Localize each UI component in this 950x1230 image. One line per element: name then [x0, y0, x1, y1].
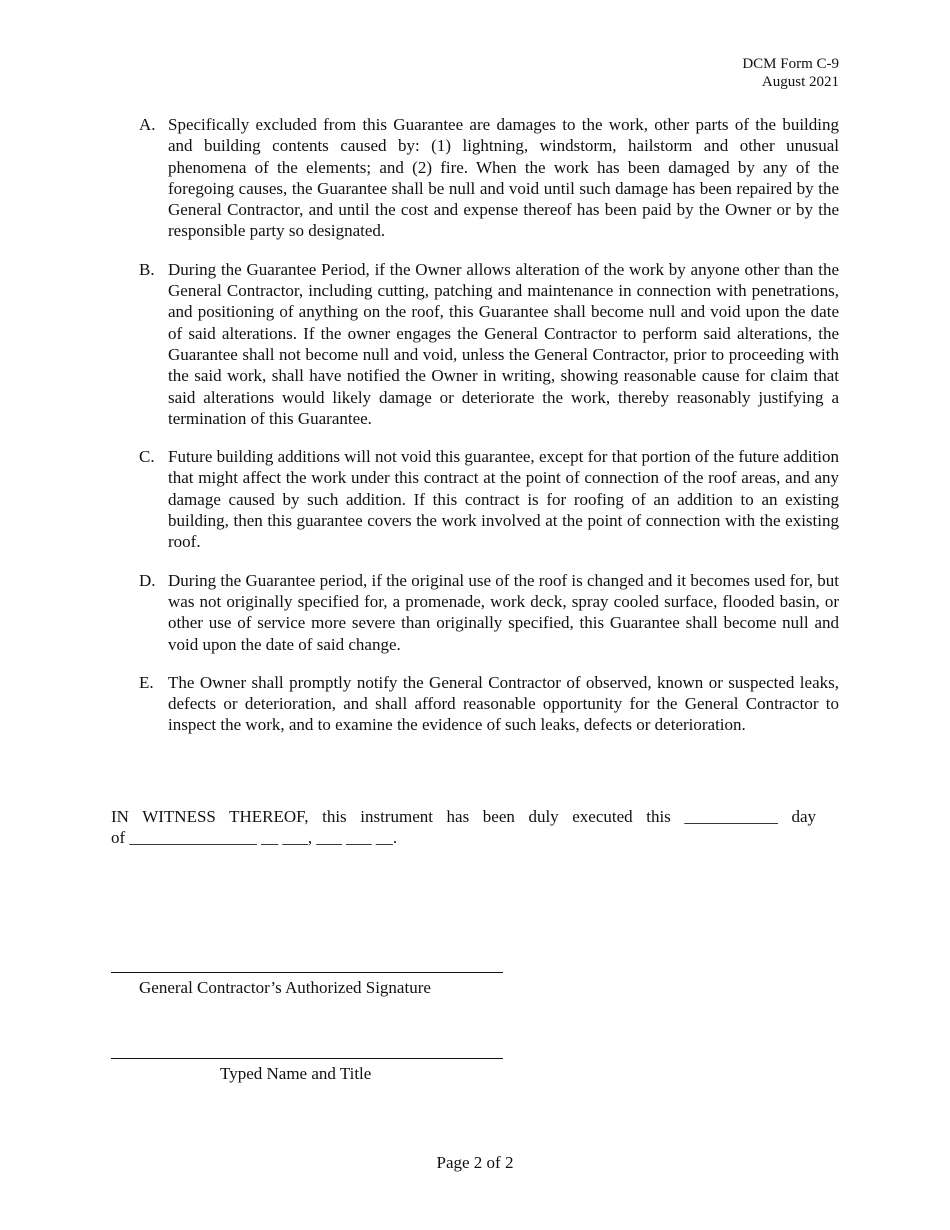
- clause-d: [139, 570, 839, 655]
- clause-text: During the Guarantee period, if the original use of the roof is changed and it becomes used for, but was not originally specified for, a promenade, work deck, spray cooled surface, flooded basin, or other use of service more severe than originally specified, this Guarantee shall become null and void upon the date of said change.: [168, 570, 839, 654]
- clause-e: [139, 672, 839, 736]
- clause-letter: E.: [139, 672, 154, 692]
- signature-line[interactable]: [111, 972, 503, 973]
- typed-name-label: Typed Name and Title: [220, 1064, 372, 1083]
- witness-statement: [111, 806, 816, 849]
- page-number: Page 2 of 2: [436, 1153, 514, 1172]
- form-date: August 2021: [761, 74, 839, 90]
- witness-line-2: of _______________ __ ___, ___ ___ __.: [111, 828, 398, 848]
- clause-text: Future building additions will not void this guarantee, except for that portion of the future addition that might affect the work under this contract at the point of connection of the roof areas, and any damage caused by such addition. If this contract is for roofing of an addition to an existing building, then this guarantee covers the work involved at the point of connection with the existing roof.: [168, 447, 839, 552]
- clause-text: During the Guarantee Period, if the Owner allows alteration of the work by anyone other than the General Contractor, including cutting, patching and maintenance in connection with penetrations, and positioning of anything on the roof, this Guarantee shall become null and void upon the date of said alterations. If the owner engages the General Contractor to perform said alterations, the Guarantee shall not become null and void, unless the General Contractor, prior to proceeding with the said work, shall have notified the Owner in writing, showing reasonable cause for claim that said alterations would likely damage or deteriorate the work, thereby reasonably justifying a termination of this Guarantee.: [168, 259, 839, 428]
- clause-letter: A.: [139, 115, 156, 134]
- clause-a: [139, 114, 839, 242]
- clause-text: Specifically excluded from this Guarantee are damages to the work, other parts of the building and building contents caused by: (1) lightning, windstorm, hailstorm and other unusual phenomena of the elements; and (2) fire. When the work has been damaged by any of the foregoing causes, the Guarantee shall be null and void until such damage has been repaired by the General Contractor, and until the cost and expense thereof has been paid by the Owner or by the responsible party so designated.: [168, 115, 839, 241]
- clause-letter: C.: [139, 447, 155, 467]
- contractor-signature-block: [111, 972, 503, 998]
- witness-line-1: IN WITNESS THEREOF, this instrument has been duly executed this ___________ day: [111, 807, 816, 826]
- form-id: DCM Form C-9: [742, 56, 839, 72]
- clause-b: [139, 259, 839, 429]
- clause-text: The Owner shall promptly notify the General Contractor of observed, known or suspected leaks, defects or deterioration, and shall afford reasonable opportunity for the General Contractor to inspect the work, and to examine the evidence of such leaks, defects or deterioration.: [168, 672, 839, 735]
- clause-c: [139, 446, 839, 552]
- form-header: [742, 55, 839, 91]
- typed-name-block: [111, 1058, 503, 1084]
- typed-name-line[interactable]: [111, 1058, 503, 1059]
- guarantee-clauses: [139, 114, 839, 753]
- clause-letter: D.: [139, 570, 156, 590]
- contractor-signature-label: General Contractor’s Authorized Signature: [139, 978, 431, 997]
- clause-letter: B.: [139, 259, 155, 279]
